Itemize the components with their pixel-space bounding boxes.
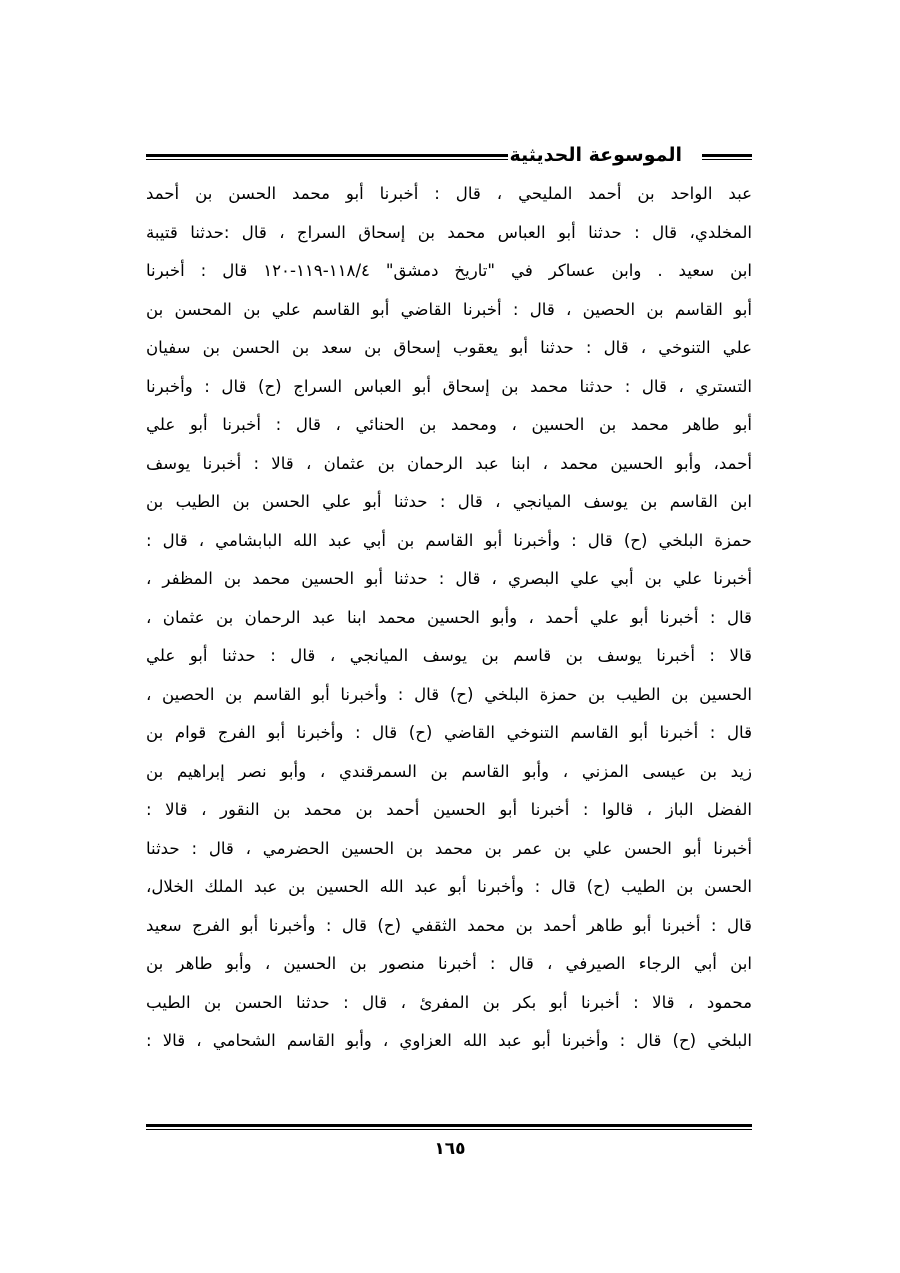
body-text xyxy=(146,175,752,1061)
text-line: قال : أخبرنا أبو طاهر أحمد بن محمد الثقفي (ح) قال : وأخبرنا أبو الفرج سعيد xyxy=(146,915,752,935)
text-line: أخبرنا علي بن أبي علي البصري ، قال : حدثنا أبو الحسين محمد بن المظفر ، xyxy=(146,569,752,588)
text-line: ابن أبي الرجاء الصيرفي ، قال : أخبرنا منصور بن الحسين ، وأبو طاهر بن xyxy=(146,954,752,973)
text-line: حمزة البلخي (ح) قال : وأخبرنا أبو القاسم بن أبي عبد الله البابشامي ، قال : xyxy=(146,530,752,550)
page-number: ١٦٥ xyxy=(434,1139,466,1159)
footer-rule xyxy=(146,1124,752,1130)
text-line: محمود ، قالا : أخبرنا أبو بكر بن المفرئ ، قال : حدثنا الحسن بن الطيب xyxy=(146,992,752,1012)
text-line: عبد الواحد بن أحمد المليحي ، قال : أخبرنا أبو محمد الحسن بن أحمد xyxy=(146,184,752,203)
text-line: أبو طاهر محمد بن الحسين ، ومحمد بن الحنائي ، قال : أخبرنا أبو علي xyxy=(146,415,752,434)
text-line: قال : أخبرنا أبو القاسم التنوخي القاضي (ح) قال : وأخبرنا أبو الفرج قوام بن xyxy=(146,723,752,742)
text-line: المخلدي، قال : حدثنا أبو العباس محمد بن إسحاق السراج ، قال :حدثنا قتيبة xyxy=(146,222,752,242)
text-line: الحسين بن الطيب بن حمزة البلخي (ح) قال : وأخبرنا أبو القاسم بن الحصين ، xyxy=(146,684,752,704)
header-rule-right xyxy=(702,154,752,160)
text-line: البلخي (ح) قال : وأخبرنا أبو عبد الله العزاوي ، وأبو القاسم الشحامي ، قالا : xyxy=(146,1031,752,1050)
text-line: أخبرنا أبو الحسن علي بن عمر بن محمد بن الحسين الحضرمي ، قال : حدثنا xyxy=(146,838,752,858)
text-line: الحسن بن الطيب (ح) قال : وأخبرنا أبو عبد الله الحسين بن عبد الملك الخلال، xyxy=(146,877,752,896)
text-line: ابن القاسم بن يوسف الميانجي ، قال : حدثنا أبو علي الحسن بن الطيب بن xyxy=(146,492,752,511)
text-line: قال : أخبرنا أبو علي أحمد ، وأبو الحسين محمد ابنا عبد الرحمان بن عثمان ، xyxy=(146,607,752,627)
header-rule-left xyxy=(146,154,508,160)
running-header-title: الموسوعة الحديثية xyxy=(509,144,682,166)
text-line: زيد بن عيسى المزني ، وأبو القاسم بن السمرقندي ، وأبو نصر إبراهيم بن xyxy=(146,761,752,781)
text-line: أحمد، وأبو الحسين محمد ، ابنا عبد الرحمان بن عثمان ، قالا : أخبرنا يوسف xyxy=(146,453,752,473)
text-line: علي التنوخي ، قال : حدثنا أبو يعقوب إسحاق بن سعد بن الحسن بن سفيان xyxy=(146,338,752,357)
running-header xyxy=(146,140,752,174)
text-line: ابن سعيد . وابن عساكر في "تاريخ دمشق" ١١٨/٤-١١٩-١٢٠ قال : أخبرنا xyxy=(146,261,752,280)
text-line: أبو القاسم بن الحصين ، قال : أخبرنا القاضي أبو القاسم علي بن المحسن بن xyxy=(146,299,752,319)
text-line: الفضل الباز ، قالوا : أخبرنا أبو الحسين أحمد بن محمد بن النقور ، قالا : xyxy=(146,800,752,819)
text-line: قالا : أخبرنا يوسف بن قاسم بن يوسف الميانجي ، قال : حدثنا أبو علي xyxy=(146,646,752,665)
text-line: التستري ، قال : حدثنا محمد بن إسحاق أبو العباس السراج (ح) قال : وأخبرنا xyxy=(146,376,752,396)
